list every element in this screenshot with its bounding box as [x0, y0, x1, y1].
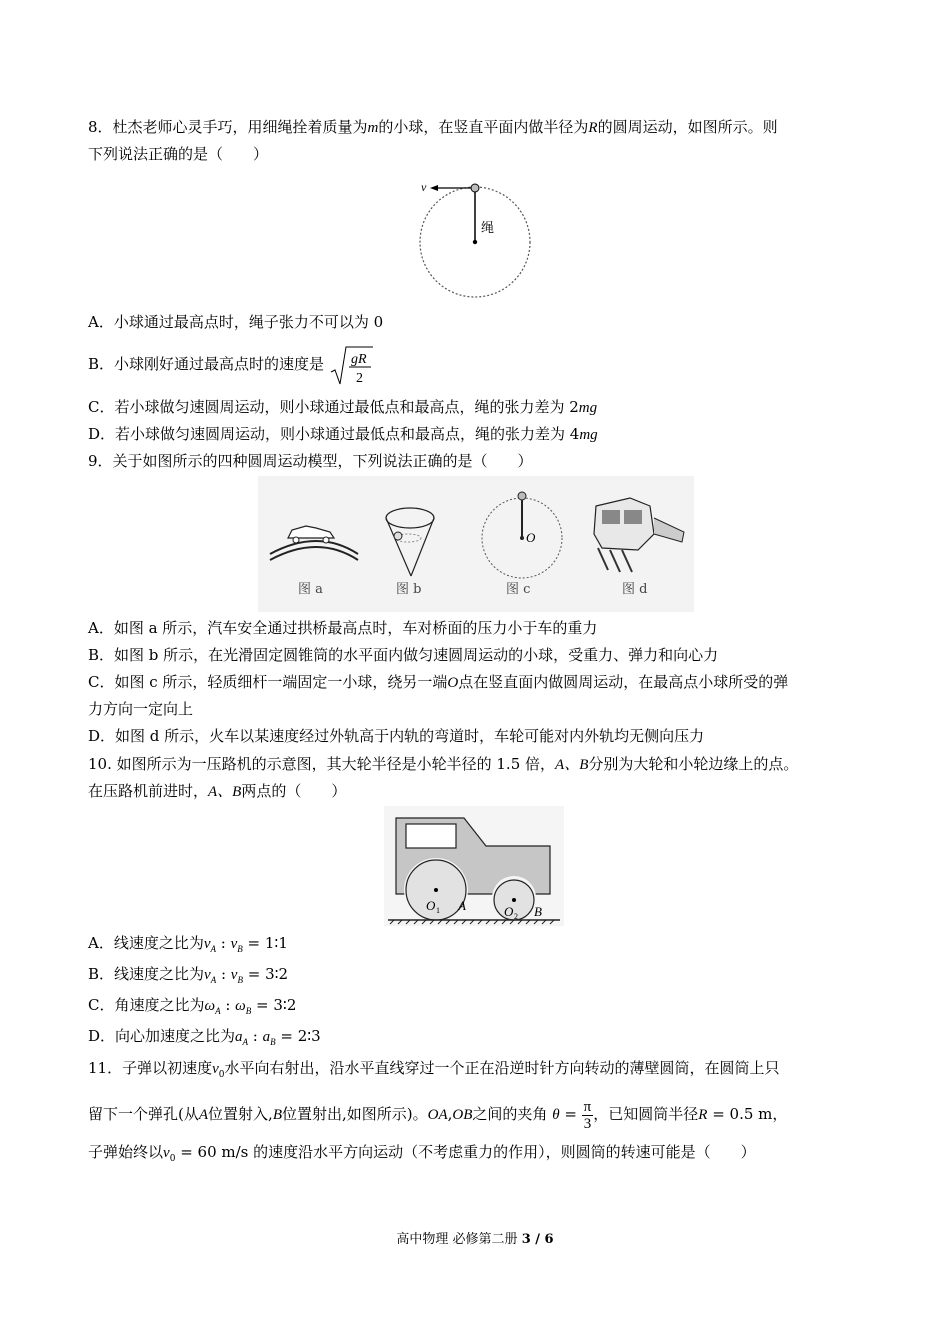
q11-line1: 11．子弹以初速度$v_0$水平向右射出，沿水平直线穿过一个正在沿逆时针方向转动的薄壁圆筒，在圆筒上只 — [88, 1059, 780, 1080]
fig-o2-label: O — [504, 904, 514, 919]
q8-circle-figure — [415, 172, 540, 307]
pi-over-3-fraction: $\frac{\pi}{3}$ — [583, 1098, 592, 1132]
fig-b-point-label: B — [534, 904, 542, 919]
fig-d-label: 图 d — [622, 582, 648, 597]
q9-option-b: B．如图 b 所示，在光滑固定圆锥筒的水平面内做匀速圆周运动的小球，受重力、弹力和向心力 — [88, 646, 719, 664]
q8-option-b: B．小球刚好通过最高点时的速度是 gR 2 — [88, 340, 373, 388]
q9-option-c-line2: 力方向一定向上 — [88, 700, 194, 718]
q9-option-a: A．如图 a 所示，汽车安全通过拱桥最高点时，车对桥面的压力小于车的重力 — [88, 619, 598, 637]
svg-text:1: 1 — [436, 906, 440, 915]
q10-option-a: A．线速度之比为$v_A$ : $v_B$ = 1∶1 — [88, 934, 288, 954]
svg-text:2: 2 — [355, 371, 363, 386]
svg-text:gR: gR — [350, 352, 367, 367]
fig-c-o-label: O — [526, 530, 536, 545]
q8-option-c: C．若小球做匀速圆周运动，则小球通过最低点和最高点，绳的张力差为 2mg — [88, 398, 598, 416]
q8-option-a: A．小球通过最高点时，绳子张力不可以为 0 — [88, 313, 384, 331]
svg-text:2: 2 — [514, 912, 518, 921]
q10-stem-line1: 10. 如图所示为一压路机的示意图，其大轮半径是小轮半径的 1.5 倍，A、B分别为大轮和小轮边缘上的点。 — [88, 755, 799, 773]
q8-stem-line1: 8．杜杰老师心灵手巧，用细绳拴着质量为m的小球，在竖直平面内做半径为R的圆周运动，如图所示。则 — [88, 118, 778, 136]
fig-b-label: 图 b — [396, 582, 422, 597]
sqrt-expression — [329, 341, 373, 389]
q10-option-d: D．向心加速度之比为$a_A$ : $a_B$ = 2∶3 — [88, 1027, 321, 1047]
q9-four-models-figure — [258, 476, 694, 612]
fig-a-label: 图 a — [298, 582, 323, 597]
page-number: 3 / 6 — [521, 1232, 554, 1247]
q8-fig-v-label: v — [421, 180, 427, 194]
q9-stem: 9．关于如图所示的四种圆周运动模型，下列说法正确的是（ ） — [88, 452, 533, 470]
q10-stem-line2: 在压路机前进时，A、B两点的（ ） — [88, 782, 347, 800]
fig-a-point-label: A — [458, 898, 466, 913]
q8-option-d: D．若小球做匀速圆周运动，则小球通过最低点和最高点，绳的张力差为 4mg — [88, 425, 598, 443]
fig-o1-label: O — [426, 898, 436, 913]
q11-line2: 留下一个弹孔(从A位置射入,B位置射出,如图所示)。OA,OB之间的夹角 θ = $\frac{\pi}{3}$ ，已知圆筒半径R = 0.5 m， — [88, 1098, 788, 1132]
q9-option-d: D．如图 d 所示，火车以某速度经过外轨高于内轨的弯道时，车轮可能对内外轨均无侧向压力 — [88, 727, 705, 745]
q11-line3: 子弹始终以$v_0 = 60$ m/s 的速度沿水平方向运动（不考虑重力的作用），则圆筒的转速可能是（ ） — [88, 1143, 756, 1164]
q10-roller-figure — [384, 806, 564, 926]
q10-option-c: C．角速度之比为$\omega_A$ : $\omega_B$ = 3∶2 — [88, 996, 297, 1016]
q9-option-c: C．如图 c 所示，轻质细杆一端固定一小球，绕另一端O点在竖直面内做圆周运动，在最高点小球所受的弹 — [88, 673, 789, 691]
fig-c-label: 图 c — [506, 582, 531, 597]
q8-fig-rope-label: 绳 — [481, 221, 495, 236]
page-footer: 高中物理 必修第二册 3 / 6 — [396, 1232, 554, 1247]
q10-option-b: B．线速度之比为$v_A$ : $v_B$ = 3∶2 — [88, 965, 289, 985]
q8-stem-line2: 下列说法正确的是（ ） — [88, 145, 269, 163]
